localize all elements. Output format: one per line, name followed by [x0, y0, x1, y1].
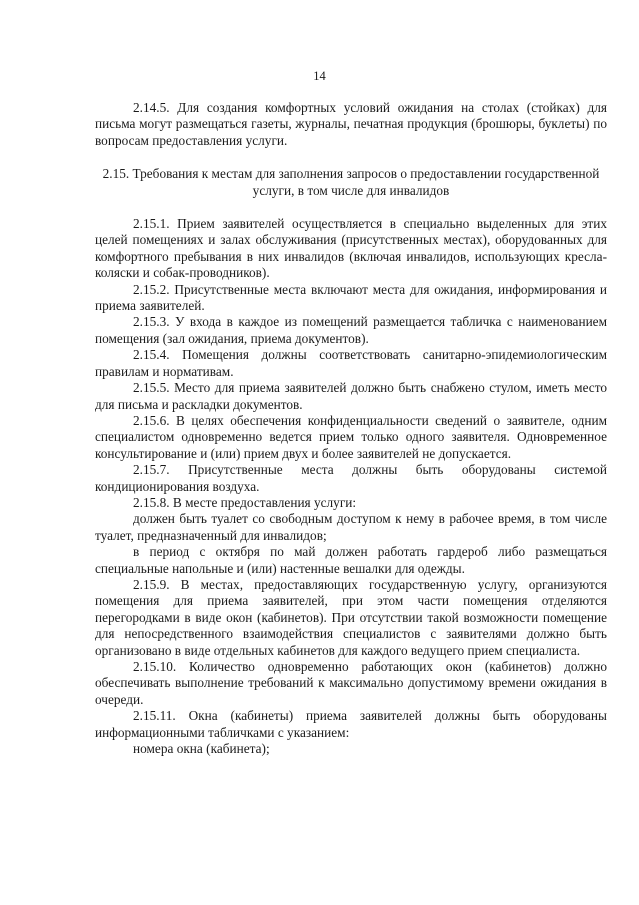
paragraph-2-15-3: 2.15.3. У входа в каждое из помещений размещается табличка с наименованием помещения (зал ожидания, приема документов). [95, 314, 607, 346]
paragraph-window-number: номера окна (кабинета); [133, 741, 270, 757]
paragraph-2-15-7: 2.15.7. Присутственные места должны быть оборудованы системой кондиционирования воздуха. [95, 462, 607, 494]
section-heading-2-15: 2.15. Требования к местам для заполнения запросов о предоставлении государственной услуги, в том числе для инвалидов [102, 166, 600, 198]
paragraph-2-15-8: 2.15.8. В месте предоставления услуги: [133, 494, 357, 510]
paragraph-2-15-5: 2.15.5. Место для приема заявителей должно быть снабжено стулом, иметь место для письма и раскладки документов. [95, 380, 607, 412]
paragraph-2-15-2: 2.15.2. Присутственные места включают места для ожидания, информирования и приема заявителей. [95, 281, 607, 314]
paragraph-wardrobe-requirement: в период с октября по май должен работать гардероб либо размещаться специальные напольные и (или) настенные вешалки для одежды. [95, 544, 607, 576]
paragraph-2-15-11: 2.15.11. Окна (кабинеты) приема заявителей должны быть оборудованы информационными табличками с указанием: [95, 708, 607, 740]
page-number: 14 [313, 69, 326, 83]
paragraph-2-15-4: 2.15.4. Помещения должны соответствовать санитарно-эпидемиологическим правилам и нормативам. [95, 347, 607, 379]
paragraph-2-15-9: 2.15.9. В местах, предоставляющих государственную услугу, организуются помещения для приема заявителей, при этом части помещения отделяются перегородками в виде окон (кабинетов). При отсутствии такой возможности помещение для непосредственного взаимодействия специалистов с заявителями должно быть организовано в виде отдельных кабинетов для каждого ведущего прием специалиста. [95, 576, 607, 658]
document-body [95, 100, 607, 757]
paragraph-2-15-10: 2.15.10. Количество одновременно работающих окон (кабинетов) должно обеспечивать выполнение требований к максимально допустимому времени ожидания в очереди. [95, 659, 607, 707]
paragraph-2-14-5: 2.14.5. Для создания комфортных условий ожидания на столах (стойках) для письма могут размещаться газеты, журналы, печатная продукция (брошюры, буклеты) по вопросам предоставления услуги. [95, 100, 607, 148]
paragraph-toilet-requirement: должен быть туалет со свободным доступом к нему в рабочее время, в том числе туалет, предназначенный для инвалидов; [95, 511, 607, 543]
paragraph-2-15-1: 2.15.1. Прием заявителей осуществляется в специально выделенных для этих целей помещениях и залах обслуживания (присутственных местах), оборудованных для комфортного пребывания в них инвалидов (включая инвалидов, использующих кресла-коляски и собак-проводников). [95, 216, 607, 281]
paragraph-2-15-6: 2.15.6. В целях обеспечения конфиденциальности сведений о заявителе, одним специалистом одновременно ведется прием только одного заявителя. Одновременное консультирование и (или) прием двух и более заявителей не допускается. [95, 412, 607, 461]
